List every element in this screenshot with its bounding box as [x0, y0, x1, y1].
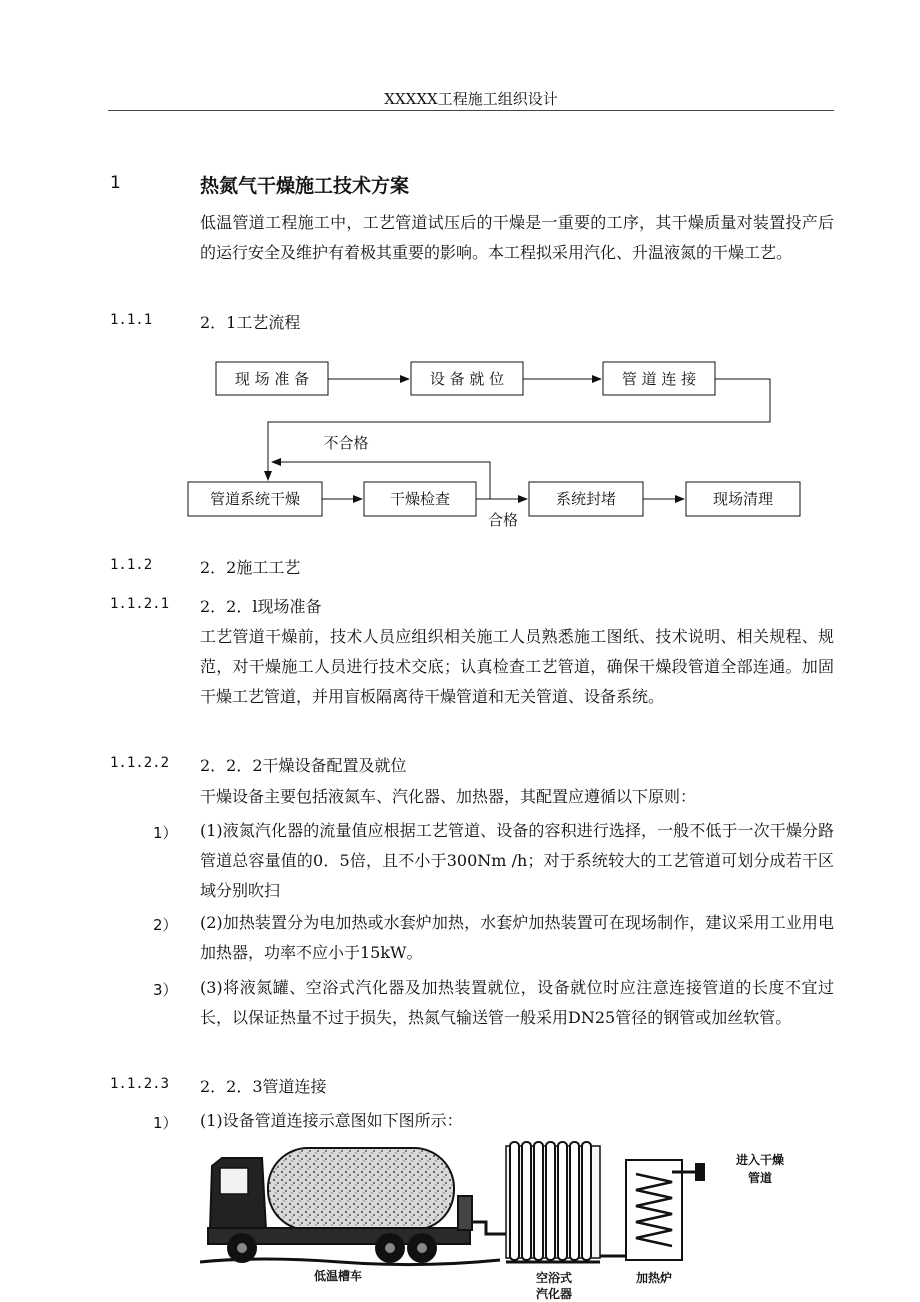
heating-furnace	[626, 1160, 704, 1260]
list-marker-pipe-1: 1）	[153, 1114, 178, 1132]
section-1-title: 热氮气干燥施工技术方案	[200, 175, 410, 197]
flow-text-system-seal: 系统封堵	[555, 490, 617, 508]
pipe-truck-to-vaporizer	[472, 1222, 506, 1234]
section-1-1-2-3-number: 1.1.2.3	[110, 1076, 170, 1092]
tanker-truck	[200, 1148, 500, 1265]
flow-text-system-drying: 管道系统干燥	[209, 490, 301, 508]
section-1-1-2-1-paragraph: 工艺管道干燥前，技术人员应组织相关施工人员熟悉施工图纸、技术说明、相关规程、规范，对干燥施工人员进行技术交底；认真检查工艺管道，确保干燥段管道全部连通。加固干燥工艺管道，并用盲板隔离待干燥管道和无关管道、设备系统。	[200, 627, 834, 706]
section-1-number: 1	[110, 173, 121, 193]
flow-text-site-prep: 现 场 准 备	[234, 370, 310, 388]
list-marker-3: 3）	[153, 981, 178, 999]
truck-valve-box	[458, 1196, 472, 1230]
label-outlet-1: 进入干燥	[735, 1153, 785, 1167]
outlet-valve	[696, 1164, 704, 1180]
page-header: XXXXX工程施工组织设计	[384, 90, 558, 108]
list-item-3-text: (3)将液氮罐、空浴式汽化器及加热装置就位，设备就位时应注意连接管道的长度不宜过长，以保证热量不过于损失，热氮气输送管一般采用DN25管径的钢管或加丝软管。	[200, 978, 834, 1027]
section-1-1-2-3-title: 2．2．3管道连接	[200, 1077, 327, 1096]
section-1-1-2-number: 1.1.2	[110, 557, 153, 573]
truck-tank	[268, 1148, 454, 1230]
truck-window	[220, 1168, 248, 1194]
label-heater: 加热炉	[635, 1271, 673, 1285]
flow-pass-label: 合格	[487, 511, 519, 529]
list-item-1-text: (1)液氮汽化器的流量值应根据工艺管道、设备的容积进行选择，一般不低于一次干燥分路管道总容量值的0．5倍，且不小于300Nm /h；对于系统较大的工艺管道可划分成若干区域分别吹扫	[200, 821, 834, 900]
flow-text-site-cleanup: 现场清理	[712, 490, 774, 508]
section-1-1-1-title: 2．1工艺流程	[200, 313, 301, 332]
section-1-1-1-number: 1.1.1	[110, 312, 153, 328]
pipe-item-1-text: (1)设备管道连接示意图如下图所示：	[200, 1111, 463, 1130]
label-vaporizer-2: 汽化器	[535, 1287, 573, 1301]
list-marker-1: 1）	[153, 824, 178, 842]
list-item-2-text: (2)加热装置分为电加热或水套炉加热，水套炉加热装置可在现场制作，建议采用工业用电加热器，功率不应小于15kW。	[200, 913, 834, 962]
section-1-1-2-title: 2．2施工工艺	[200, 558, 301, 577]
flow-text-drying-check: 干燥检查	[389, 490, 451, 508]
section-1-paragraph: 低温管道工程施工中，工艺管道试压后的干燥是一重要的工序，其干燥质量对装置投产后的运行安全及维护有着极其重要的影响。本工程拟采用汽化、升温液氮的干燥工艺。	[200, 213, 834, 262]
equipment-connection-figure	[200, 1138, 820, 1302]
section-1-1-2-1-number: 1.1.2.1	[110, 596, 170, 612]
section-1-1-2-1-title: 2．2．l现场准备	[200, 597, 322, 616]
list-marker-2: 2）	[153, 916, 178, 934]
section-1-1-2-2-intro: 干燥设备主要包括液氮车、汽化器、加热器，其配置应遵循以下原则：	[200, 787, 697, 806]
flow-text-pipe-connect: 管 道 连 接	[621, 370, 697, 388]
label-vaporizer-1: 空浴式	[535, 1271, 573, 1285]
section-1-1-2-2-number: 1.1.2.2	[110, 755, 170, 771]
air-bath-vaporizer	[506, 1142, 600, 1262]
label-truck: 低温槽车	[313, 1269, 363, 1283]
label-outlet-2: 管道	[747, 1171, 773, 1185]
flow-fail-label: 不合格	[323, 434, 369, 452]
flow-text-equipment-position: 设 备 就 位	[429, 370, 505, 388]
process-flow-diagram	[0, 0, 920, 540]
section-1-1-2-2-title: 2．2．2干燥设备配置及就位	[200, 756, 407, 775]
